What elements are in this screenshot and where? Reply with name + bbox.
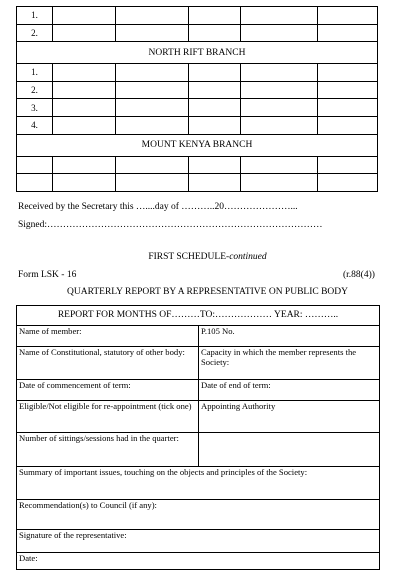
table-cell[interactable]	[241, 116, 318, 134]
table-cell[interactable]	[188, 7, 241, 25]
table-cell[interactable]	[52, 7, 115, 25]
branch-heading-row	[17, 134, 378, 156]
table-cell[interactable]	[115, 99, 188, 117]
table-cell[interactable]	[188, 174, 241, 192]
table-cell[interactable]	[188, 24, 241, 42]
table-cell[interactable]	[318, 81, 378, 99]
report-title: QUARTERLY REPORT BY A REPRESENTATIVE ON PUBLIC BODY	[66, 287, 349, 297]
form-rule: (r.88(4))	[343, 270, 375, 280]
table-cell[interactable]	[241, 24, 318, 42]
row-number: 3.	[17, 99, 53, 117]
table-row	[17, 530, 380, 553]
table-cell[interactable]	[318, 99, 378, 117]
table-row	[17, 500, 380, 530]
table-cell[interactable]	[318, 116, 378, 134]
table-cell[interactable]	[115, 116, 188, 134]
table-cell[interactable]	[241, 156, 318, 174]
signed-line: Signed:……………………………………………………………………………	[18, 220, 323, 230]
row-number: 2.	[17, 81, 53, 99]
table-cell[interactable]	[318, 64, 378, 82]
recommendations-field[interactable]: Recommendation(s) to Council (if any):	[17, 500, 380, 530]
table-cell[interactable]	[188, 64, 241, 82]
sittings-field[interactable]: Number of sittings/sessions had in the quarter:	[17, 433, 199, 467]
table-row	[17, 64, 378, 82]
table-row	[17, 326, 380, 347]
row-number: 1.	[17, 7, 53, 25]
row-number: 2.	[17, 24, 53, 42]
table-row	[17, 380, 380, 401]
table-row	[17, 401, 380, 433]
table-row	[17, 156, 378, 174]
north-rift-heading: NORTH RIFT BRANCH	[17, 42, 378, 64]
table-cell[interactable]	[52, 156, 115, 174]
table-cell[interactable]	[241, 64, 318, 82]
table-cell[interactable]	[115, 156, 188, 174]
table-cell[interactable]	[188, 81, 241, 99]
table-cell[interactable]	[241, 99, 318, 117]
table-cell[interactable]	[52, 99, 115, 117]
table-cell[interactable]	[17, 174, 53, 192]
table-cell[interactable]	[17, 156, 53, 174]
schedule-continued: continued	[229, 252, 267, 262]
sittings-value-field[interactable]	[199, 433, 380, 467]
p105-number-field[interactable]: P.105 No.	[199, 326, 380, 347]
row-number: 1.	[17, 64, 53, 82]
table-cell[interactable]	[318, 174, 378, 192]
table-row	[17, 24, 378, 42]
table-cell[interactable]	[115, 174, 188, 192]
table-cell[interactable]	[115, 64, 188, 82]
table-cell[interactable]	[52, 81, 115, 99]
eligibility-field[interactable]: Eligible/Not eligible for re-appointment (tick one)	[17, 401, 199, 433]
branch-heading-row	[17, 42, 378, 64]
table-cell[interactable]	[188, 156, 241, 174]
table-row	[17, 116, 378, 134]
form-code: Form LSK - 16	[18, 270, 77, 280]
table-cell[interactable]	[52, 116, 115, 134]
report-table	[16, 305, 380, 570]
date-field[interactable]: Date:	[17, 553, 380, 570]
table-cell[interactable]	[318, 7, 378, 25]
table-row	[17, 174, 378, 192]
table-cell[interactable]	[115, 81, 188, 99]
table-cell[interactable]	[52, 64, 115, 82]
row-number: 4.	[17, 116, 53, 134]
table-cell[interactable]	[241, 81, 318, 99]
table-row	[17, 433, 380, 467]
table-cell[interactable]	[241, 7, 318, 25]
table-cell[interactable]	[115, 24, 188, 42]
branch-table	[16, 6, 378, 192]
end-of-term-field[interactable]: Date of end of term:	[199, 380, 380, 401]
table-row	[17, 347, 380, 380]
table-row	[17, 7, 378, 25]
summary-field[interactable]: Summary of important issues, touching on the objects and principles of the Society:	[17, 467, 380, 500]
table-cell[interactable]	[115, 7, 188, 25]
table-row	[17, 553, 380, 570]
table-cell[interactable]	[318, 24, 378, 42]
table-cell[interactable]	[188, 116, 241, 134]
mount-kenya-heading: MOUNT KENYA BRANCH	[17, 134, 378, 156]
table-row	[17, 99, 378, 117]
capacity-field[interactable]: Capacity in which the member represents the Society:	[199, 347, 380, 380]
table-row	[17, 306, 380, 326]
table-row	[17, 81, 378, 99]
table-cell[interactable]	[241, 174, 318, 192]
appointing-authority-field[interactable]: Appointing Authority	[199, 401, 380, 433]
table-cell[interactable]	[52, 24, 115, 42]
body-name-field[interactable]: Name of Constitutional, statutory of other body:	[17, 347, 199, 380]
table-cell[interactable]	[188, 99, 241, 117]
table-cell[interactable]	[52, 174, 115, 192]
received-line: Received by the Secretary this …....day of ………..20…………………...	[18, 202, 298, 212]
report-period-header[interactable]: REPORT FOR MONTHS OF………TO:……………… YEAR: ………..	[17, 306, 380, 326]
table-cell[interactable]	[318, 156, 378, 174]
table-row	[17, 467, 380, 500]
commencement-date-field[interactable]: Date of commencement of term:	[17, 380, 199, 401]
signature-field[interactable]: Signature of the representative:	[17, 530, 380, 553]
schedule-heading	[0, 252, 415, 262]
name-of-member-field[interactable]: Name of member:	[17, 326, 199, 347]
schedule-main: FIRST SCHEDULE-	[148, 252, 230, 262]
